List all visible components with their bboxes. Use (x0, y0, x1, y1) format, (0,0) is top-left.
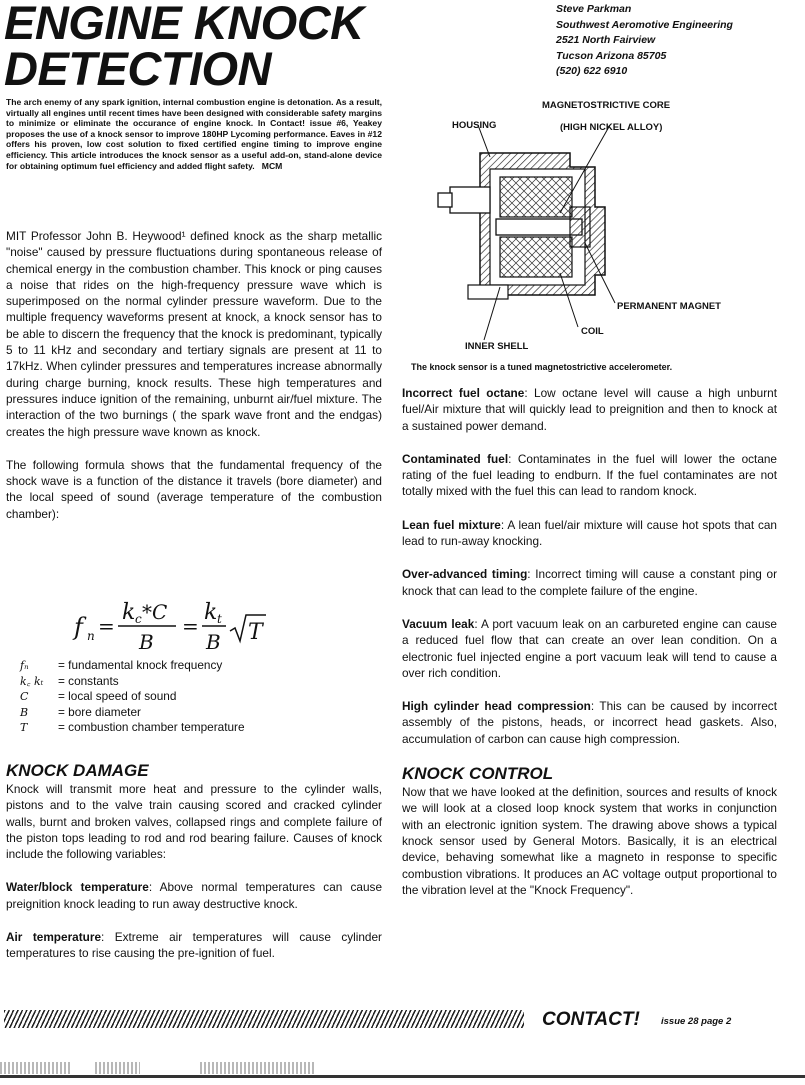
svg-text:t: t (217, 612, 222, 626)
svg-text:=: = (182, 614, 199, 638)
paragraph-knock-damage: Knock will transmit more heat and pressure to the cylinder walls, pistons and to the valve train causing scored and cracked cylinder walls, burnt and broken valves, collapsed rings and complete failure of the piston tops leading to rod and rod bearing failure. Causes of knock include the following variables: (6, 782, 382, 862)
author-block (556, 2, 733, 80)
scan-artifact (200, 1062, 315, 1074)
paragraph-knock-control: Now that we have looked at the definition, sources and results of knock we will look at a closed loop knock system that works in conjunction with an electronic ignition system. The drawing above shows a typical knock sensor used by General Motors. Basically, it is an electrical device, behaving somewhat like a magneto in response to specific combustion vibrations. It produces an AC voltage output proportional to the vibration level at the "Knock Frequency". (402, 785, 777, 897)
label-permanent-magnet: PERMANENT MAGNET (617, 301, 721, 312)
formula-fn: f (74, 613, 83, 641)
label-housing: HOUSING (452, 120, 497, 131)
scan-artifact (0, 1062, 70, 1074)
svg-text:n: n (87, 629, 95, 643)
author-city: Tucson Arizona 85705 (556, 49, 667, 62)
author-name: Steve Parkman (556, 3, 632, 15)
label-high-nickel-alloy: (HIGH NICKEL ALLOY) (560, 122, 663, 133)
left-column-lower (6, 761, 382, 962)
bottom-edge-line (0, 1075, 805, 1078)
left-column-upper (6, 228, 382, 522)
label-magnetostrictive-core: MAGNETOSTRICTIVE CORE (542, 100, 671, 111)
svg-text:=: = (98, 614, 115, 638)
knock-frequency-formula (72, 595, 362, 653)
label-inner-shell: INNER SHELL (465, 341, 529, 352)
intro-signature: MCM (261, 160, 283, 171)
intro-paragraph (6, 97, 382, 171)
svg-text:*C: *C (142, 600, 168, 624)
author-phone: (520) 622 6910 (556, 65, 628, 77)
title-line-2: DETECTION (4, 42, 272, 95)
knock-damage-heading: KNOCK DAMAGE (6, 761, 149, 780)
svg-text:B: B (206, 630, 221, 653)
knock-control-heading: KNOCK CONTROL (402, 764, 554, 784)
paragraph-head-compression: High cylinder head compression: This can be caused by incorrect assembly of the pistons, heads, or incorrect head gaskets. Also, accumulation of carbon can cause high compression. (402, 699, 777, 746)
diagram-caption: The knock sensor is a tuned magnetostrictive accelerometer. (411, 362, 673, 372)
right-column (402, 385, 777, 898)
formula-variable-list (20, 658, 245, 736)
paragraph-fuel-octane: Incorrect fuel octane: Low octane level will cause a high unburnt fuel/Air mixture that will quickly lead to preignition and then to knock at a sustained power demand. (402, 386, 777, 433)
intro-text: The arch enemy of any spark ignition, internal combustion engine is detonation. As a result, virtually all engines until recent times have been designed with considerable safety margins to minimize or eliminate the occurance of engine knock. In Contact! issue #6, Yeakey proposes the use of a knock sensor to improve 180HP Lycoming performance. Eaves in #12 offers his proven, low cost solution to fixed certified engine timing to improve engine efficiency. This article introduces the knock sensor as a useful add-on, stand-alone device for obtaining optimum fuel efficiency and added flight safety. (6, 97, 382, 171)
footer-hatch-bar (4, 1010, 524, 1028)
paragraph-heywood: MIT Professor John B. Heywood¹ defined knock as the sharp metallic "noise" caused by pressure fluctuations during spontaneous release of chemical energy in the combustion chamber. This knock or ping causes a noise that rides on the high-frequency pressure wave which is superimposed on the normal cylinder pressure waveform. Due to the multiple frequency waveforms present at knock, a knock sensor has to be able to discern the frequency that the knock is predominant, typically 5 to 11 kHz and secondary and tertiary signals are present at 11 to 17kHz. When cylinder pressures and temperatures increase abnormally during charge burning, knock results. These high temperatures and pressures induce ignition of the remaining, unburnt air/fuel mixture. The interaction of the two burnings ( the spark wave front and the endgas) creates the high pressure wave known as knock. (6, 229, 382, 439)
paragraph-lean-mixture: Lean fuel mixture: A lean fuel/air mixture will cause hot spots that can lead to run-away knocking. (402, 517, 777, 549)
paragraph-formula-intro: The following formula shows that the fundamental frequency of the shock wave is a function of the distance it travels (bore diameter) and the local speed of sound (average temperature of the combustion chamber): (6, 457, 382, 521)
label-coil: COIL (581, 326, 604, 337)
paragraph-air-temp: Air temperature: Extreme air temperatures will cause cylinder temperatures to rise causing the pre-ignition of fuel. (6, 930, 382, 961)
author-street: 2521 North Fairview (556, 34, 656, 46)
footer-issue-page: issue 28 page 2 (661, 1016, 732, 1027)
paragraph-water-temp: Water/block temperature: Above normal temperatures can cause preignition knock leading to run away destructive knock. (6, 880, 383, 911)
variable-row: k꜀ kₜ = constants (20, 673, 119, 688)
knock-sensor-diagram (420, 95, 795, 357)
svg-text:T: T (248, 620, 263, 645)
variable-row: fₙ = fundamental knock frequency (20, 658, 223, 672)
svg-text:k: k (122, 600, 136, 625)
scan-artifact (95, 1062, 140, 1074)
variable-row: T = combustion chamber temperature (20, 720, 245, 734)
title-line-1: ENGINE KNOCK (4, 0, 364, 49)
author-company: Southwest Aeromotive Engineering (556, 18, 733, 31)
svg-text:c: c (135, 612, 142, 626)
svg-text:B: B (139, 630, 154, 653)
article-title (4, 0, 364, 95)
paragraph-contaminated-fuel: Contaminated fuel: Contaminates in the fuel will lower the octane rating of the fuel leading to endburn. If the fuel contaminates are not totally mixed with the fuel this can lead to random knock. (402, 451, 777, 499)
footer-contact-logo: CONTACT! (542, 1009, 640, 1030)
variable-row: C = local speed of sound (20, 689, 177, 703)
svg-text:k: k (204, 600, 218, 625)
paragraph-over-advanced-timing: Over-advanced timing: Incorrect timing will cause a constant ping or knock that can lead to the complete failure of the engine. (402, 567, 778, 598)
variable-row: B = bore diameter (20, 704, 141, 719)
paragraph-vacuum-leak: Vacuum leak: A port vacuum leak on an carbureted engine can cause a reduced fuel flow that can create an over lean condition. On a electronic fuel injected engine a port vacuum leak will tend to cause a over rich condition. (402, 616, 777, 680)
